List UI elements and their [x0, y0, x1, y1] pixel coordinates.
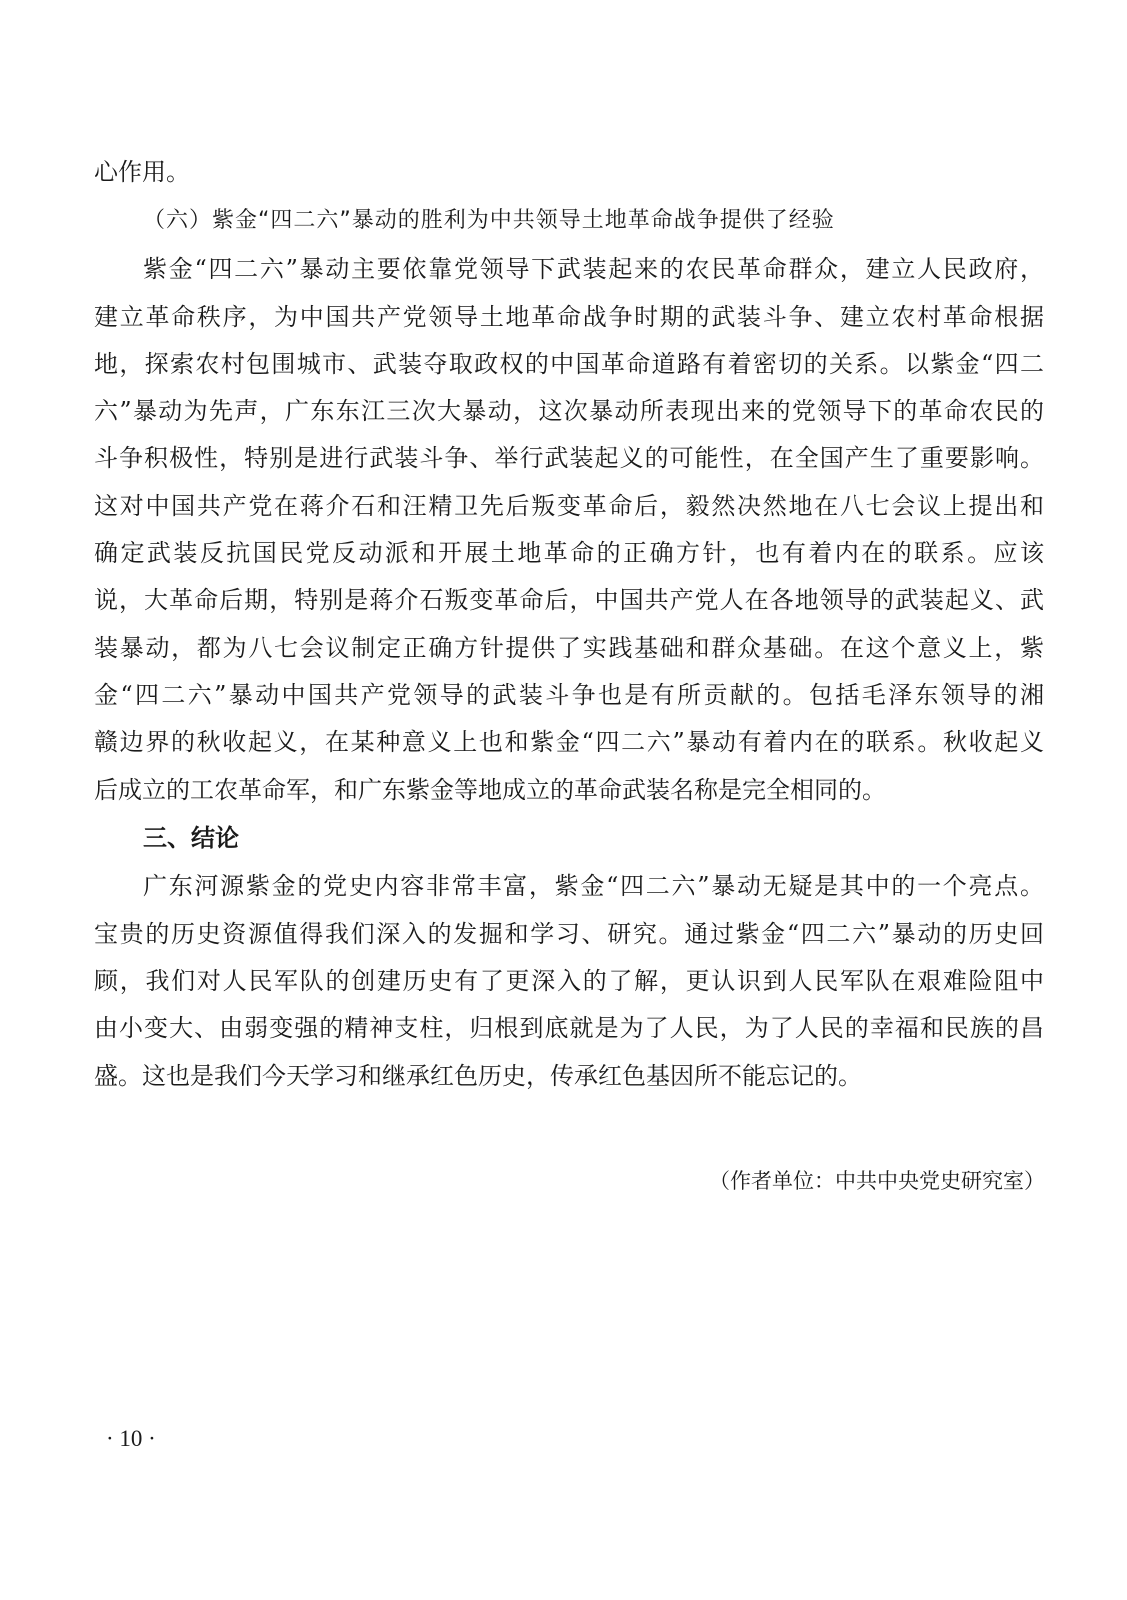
paragraph-line: 说，大革命后期，特别是蒋介石叛变革命后，中国共产党人在各地领导的武装起义、武 [94, 586, 1044, 614]
paragraph-line: 由小变大、由弱变强的精神支柱，归根到底就是为了人民，为了人民的幸福和民族的昌 [94, 1014, 1044, 1042]
paragraph-line: 斗争积极性，特别是进行武装斗争、举行武装起义的可能性，在全国产生了重要影响。 [94, 444, 1044, 472]
paragraph-line: 赣边界的秋收起义，在某种意义上也和紫金“四二六”暴动有着内在的联系。秋收起义 [94, 728, 1044, 756]
paragraph-line: 确定武装反抗国民党反动派和开展土地革命的正确方针，也有着内在的联系。应该 [94, 539, 1044, 567]
paragraph-line: 顾，我们对人民军队的创建历史有了更深入的了解，更认识到人民军队在艰难险阻中 [94, 967, 1044, 995]
paragraph-line: 建立革命秩序，为中国共产党领导土地革命战争时期的武装斗争、建立农村革命根据 [94, 303, 1044, 331]
section-heading: 三、结论 [143, 824, 239, 852]
paragraph-line: 紫金“四二六”暴动主要依靠党领导下武装起来的农民革命群众，建立人民政府， [143, 255, 1044, 283]
paragraph-line: 广东河源紫金的党史内容非常丰富，紫金“四二六”暴动无疑是其中的一个亮点。 [143, 872, 1044, 900]
body-text-line: 心作用。 [94, 158, 190, 186]
paragraph-line: 宝贵的历史资源值得我们深入的发掘和学习、研究。通过紫金“四二六”暴动的历史回 [94, 920, 1044, 948]
paragraph-line: 金“四二六”暴动中国共产党领导的武装斗争也是有所贡献的。包括毛泽东领导的湘 [94, 681, 1044, 709]
paragraph-line: 装暴动，都为八七会议制定正确方针提供了实践基础和群众基础。在这个意义上，紫 [94, 634, 1044, 662]
paragraph-line: 地，探索农村包围城市、武装夺取政权的中国革命道路有着密切的关系。以紫金“四二 [94, 350, 1044, 378]
paragraph-line: 后成立的工农革命军，和广东紫金等地成立的革命武装名称是完全相同的。 [94, 776, 886, 804]
subheading: （六）紫金“四二六”暴动的胜利为中共领导土地革命战争提供了经验 [143, 208, 835, 233]
paragraph-line: 六”暴动为先声，广东东江三次大暴动，这次暴动所表现出来的党领导下的革命农民的 [94, 397, 1044, 425]
paragraph-line: 这对中国共产党在蒋介石和汪精卫先后叛变革命后，毅然决然地在八七会议上提出和 [94, 492, 1044, 520]
paragraph-line: 盛。这也是我们今天学习和继承红色历史，传承红色基因所不能忘记的。 [94, 1062, 862, 1090]
author-affiliation: （作者单位：中共中央党史研究室） [709, 1169, 1045, 1193]
page-number: · 10 · [106, 1426, 156, 1451]
